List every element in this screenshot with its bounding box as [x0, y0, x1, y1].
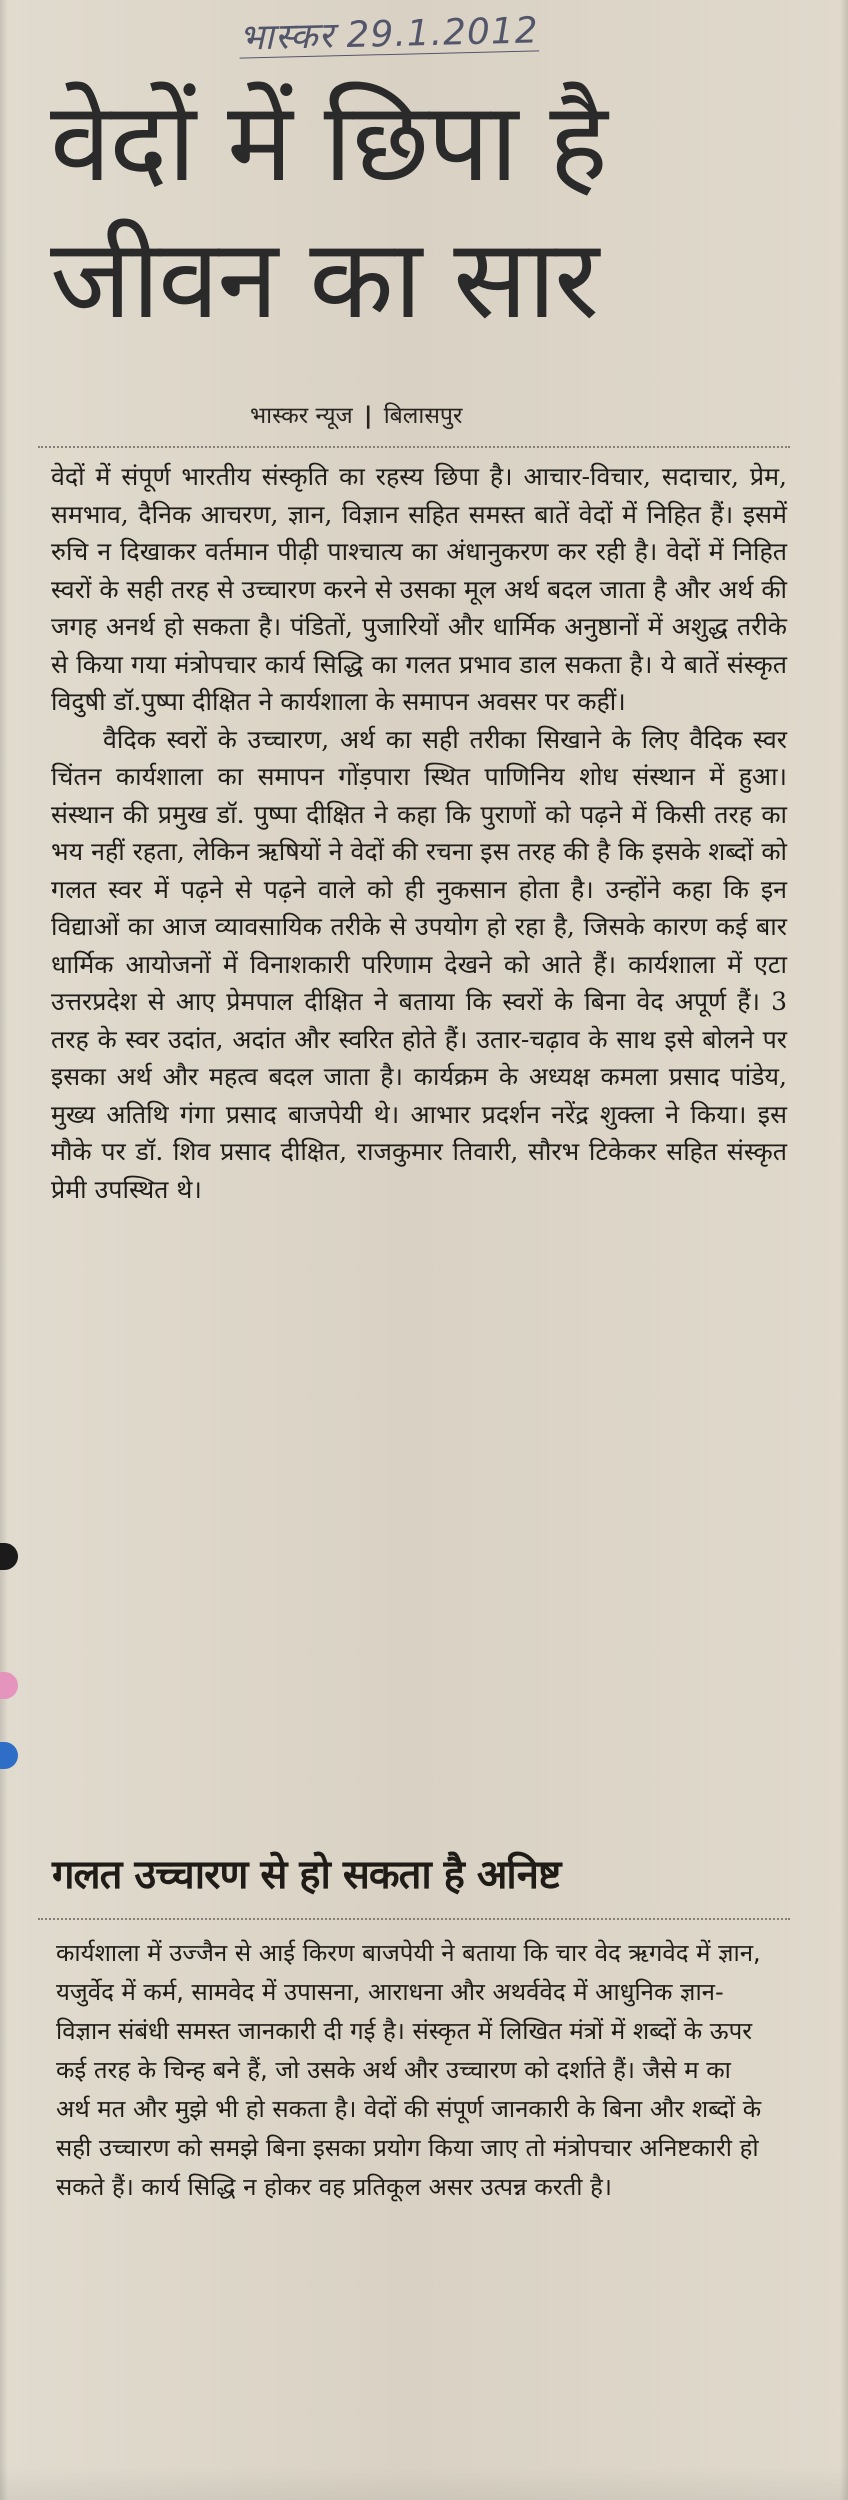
scan-bottom-shadow [0, 2466, 848, 2500]
article-paragraph: वैदिक स्वरों के उच्चारण, अर्थ का सही तरीका सिखाने के लिए वैदिक स्वर चिंतन कार्यशाला का समापन गोंड़पारा स्थित पाणिनिय शोध संस्थान में हुआ। संस्थान की प्रमुख डॉ. पुष्पा दीक्षित ने कहा कि पुराणों को पढ़ने में किसी तरह का भय नहीं रहता, लेकिन ऋषियों ने वेदों की रचना इस तरह की है कि इसके शब्दों को गलत स्वर में पढ़ने से पढ़ने वाले को ही नुकसान होता है। उन्होंने कहा कि इन विद्याओं का आज व्यावसायिक तरीके से उपयोग हो रहा है, जिसके कारण कई बार धार्मिक आयोजनों में विनाशकारी परिणाम देखने को आते हैं। कार्यशाला में एटा उत्तरप्रदेश से आए प्रेमपाल दीक्षित ने बताया कि स्वरों के बिना वेद अपूर्ण हैं। 3 तरह के स्वर उदांत, अदांत और स्वरित होते हैं। उतार-चढ़ाव के साथ इसे बोलने पर इसका अर्थ और महत्व बदल जाता है। कार्यक्रम के अध्यक्ष कमला प्रसाद पांडेय, मुख्य अतिथि गंगा प्रसाद बाजपेयी थे। आभार प्रदर्शन नरेंद्र शुक्ला ने किया। इस मौके पर डॉ. शिव प्रसाद दीक्षित, राजकुमार तिवारी, सौरभ टिकेकर सहित संस्कृत प्रेमी उपस्थित थे। [51, 724, 787, 1204]
dotted-divider-top [38, 446, 790, 448]
news-clipping [14, 0, 834, 2500]
subheading: गलत उच्चारण से हो सकता है अनिष्ट [52, 1852, 561, 1898]
headline-line: वेदों में छिपा है [50, 78, 606, 206]
news-source: भास्कर न्यूज [250, 403, 353, 429]
subsection-body [56, 1934, 768, 2207]
byline [250, 398, 462, 430]
article-body [51, 458, 787, 1208]
headline [50, 74, 780, 348]
headline-line: जीवन का सार [50, 215, 598, 343]
byline-separator: | [363, 403, 373, 429]
scan-left-edge-shadow [0, 0, 8, 2500]
news-location: बिलासपुर [383, 403, 463, 429]
article-paragraph: वेदों में संपूर्ण भारतीय संस्कृति का रहस्य छिपा है। आचार-विचार, सदाचार, प्रेम, समभाव, दैनिक आचरण, ज्ञान, विज्ञान सहित समस्त बातें वेदों में निहित हैं। इसमें रुचि न दिखाकर वर्तमान पीढ़ी पाश्चात्य का अंधानुकरण कर रही है। वेदों में निहित स्वरों के सही तरह से उच्चारण करने से उसका मूल अर्थ बदल जाता है और अर्थ की जगह अनर्थ हो सकता है। पंडितों, पुजारियों और धार्मिक अनुष्ठानों में अशुद्ध तरीके से किया गया मंत्रोपचार कार्य सिद्धि का गलत प्रभाव डाल सकता है। ये बातें संस्कृत विदुषी डॉ.पुष्पा दीक्षित ने कार्यशाला के समापन अवसर पर कहीं। [51, 462, 787, 716]
dotted-divider-subheading [38, 1918, 790, 1920]
handwritten-date: भास्कर 29.1.2012 [238, 10, 540, 59]
scan-right-edge-shadow [840, 0, 848, 2500]
subsection-paragraph: कार्यशाला में उज्जैन से आई किरण बाजपेयी ने बताया कि चार वेद ऋगवेद में ज्ञान, यजुर्वेद में कर्म, सामवेद में उपासना, आराधना और अथर्ववेद में आधुनिक ज्ञान-विज्ञान संबंधी समस्त जानकारी दी गई है। संस्कृत में लिखित मंत्रों में शब्दों के ऊपर कई तरह के चिन्ह बने हैं, जो उसके अर्थ और उच्चारण को दर्शाते हैं। जैसे म का अर्थ मत और मुझे भी हो सकता है। वेदों की संपूर्ण जानकारी के बिना और शब्दों के सही उच्चारण को समझे बिना इसका प्रयोग किया जाए तो मंत्रोपचार अनिष्टकारी हो सकते हैं। कार्य सिद्धि न होकर वह प्रतिकूल असर उत्पन्न करती है। [56, 1939, 762, 2201]
